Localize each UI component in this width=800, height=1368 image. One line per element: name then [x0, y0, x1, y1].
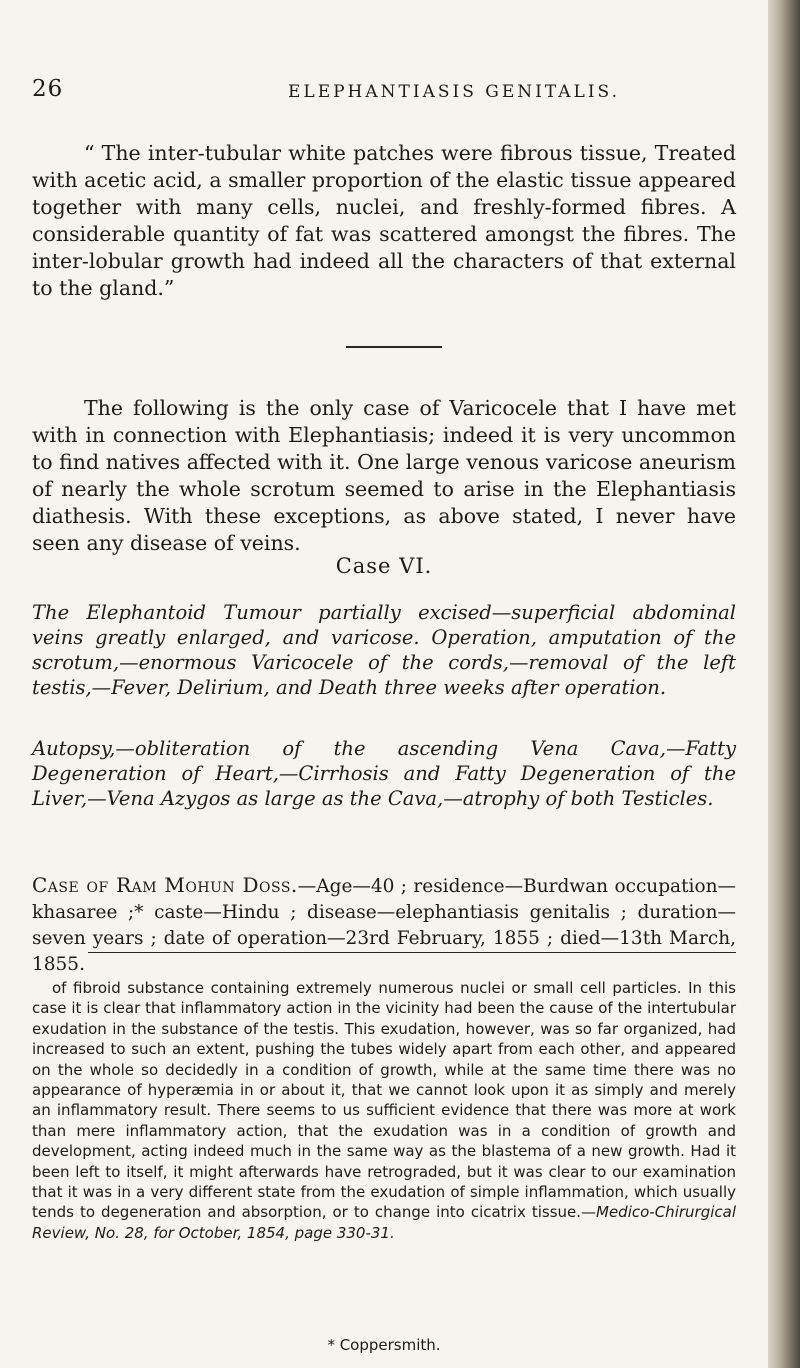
page-header [32, 76, 732, 116]
footnote-text: of fibroid substance containing extremely numerous nuclei or small cell particles. In this case it is clear that inflammatory action in the vicinity had been the cause of the intertubular exudation in the substance of the testis. This exudation, however, was so far organized, had increased to such an extent, pushing the tubes widely apart from each other, and appeared on the whole so decidedly in a condition of growth, while at the same time there was no appearance of hyperæmia in or about it, that we cannot look upon it as simply and merely an inflammatory result. There seems to us sufficient evidence that there was more at work than mere inflammatory action, that the exudation was in a condition of growth and development, acting indeed much in the same way as the blastema of a new growth. Had it been left to itself, it might afterwards have retrograded, but it was clear to our examination that it was in a very different state from the exudation of simple inflammation, which usually tends to degeneration and absorption, or to change into cicatrix tissue.— [32, 979, 736, 1222]
case-summary-autopsy: Autopsy,—obliteration of the ascending Vena Cava,—Fatty Degeneration of Heart,—Cirrhosis and Fatty Degeneration of the Liver,—Vena Azygos as large as the Cava,—atrophy of both Testicles. [32, 737, 736, 810]
page-number: 26 [32, 76, 64, 102]
footnote-divider [88, 952, 736, 953]
running-title: ELEPHANTIASIS GENITALIS. [288, 82, 620, 102]
section-divider [346, 346, 442, 348]
case-details [32, 872, 736, 978]
case-summary-operation: The Elephantoid Tumour partially excised—superficial abdominal veins greatly enlarged, and varicose. Operation, amputation of the scrotum,—enormous Varicocele of the cords,—removal of the left testis,—Fever, Delirium, and Death three weeks after operation. [32, 601, 736, 699]
footnote-source: Medico-Chirurgical Review, No. 28, for October, 1854, page 330-31. [32, 1203, 736, 1242]
quote-paragraph: “ The inter-tubular white patches were fibrous tissue, Treated with acetic acid, a smaller proportion of the elastic tissue appeared together with many cells, nuclei, and freshly-formed fibres. A considerable quantity of fat was scattered amongst the fibres. The inter-lobular growth had indeed all the characters of that external to the gland.” [32, 141, 736, 300]
asterisk-footnote: * Coppersmith. [327, 1336, 441, 1354]
case-title: Case of Ram Mohun Doss. [32, 873, 298, 897]
case-details-text: —Age—40 ; residence—Burdwan occupation—khasaree ;* caste—Hindu ; disease—elephantiasis genitalis ; duration—seven years ; date of operation—23rd February, 1855 ; died—13th March, 1855. [32, 876, 736, 975]
page-edge [768, 0, 800, 1368]
varicocele-paragraph: The following is the only case of Varicocele that I have met with in connection with Elephantiasis; indeed it is very uncommon to find natives affected with it. One large venous varicose aneurism of nearly the whole scrotum seemed to arise in the Elephantiasis diathesis. With these exceptions, as above stated, I never have seen any disease of veins. [32, 396, 736, 555]
case-heading: Case VI. [335, 554, 433, 578]
footnote [32, 978, 736, 1243]
